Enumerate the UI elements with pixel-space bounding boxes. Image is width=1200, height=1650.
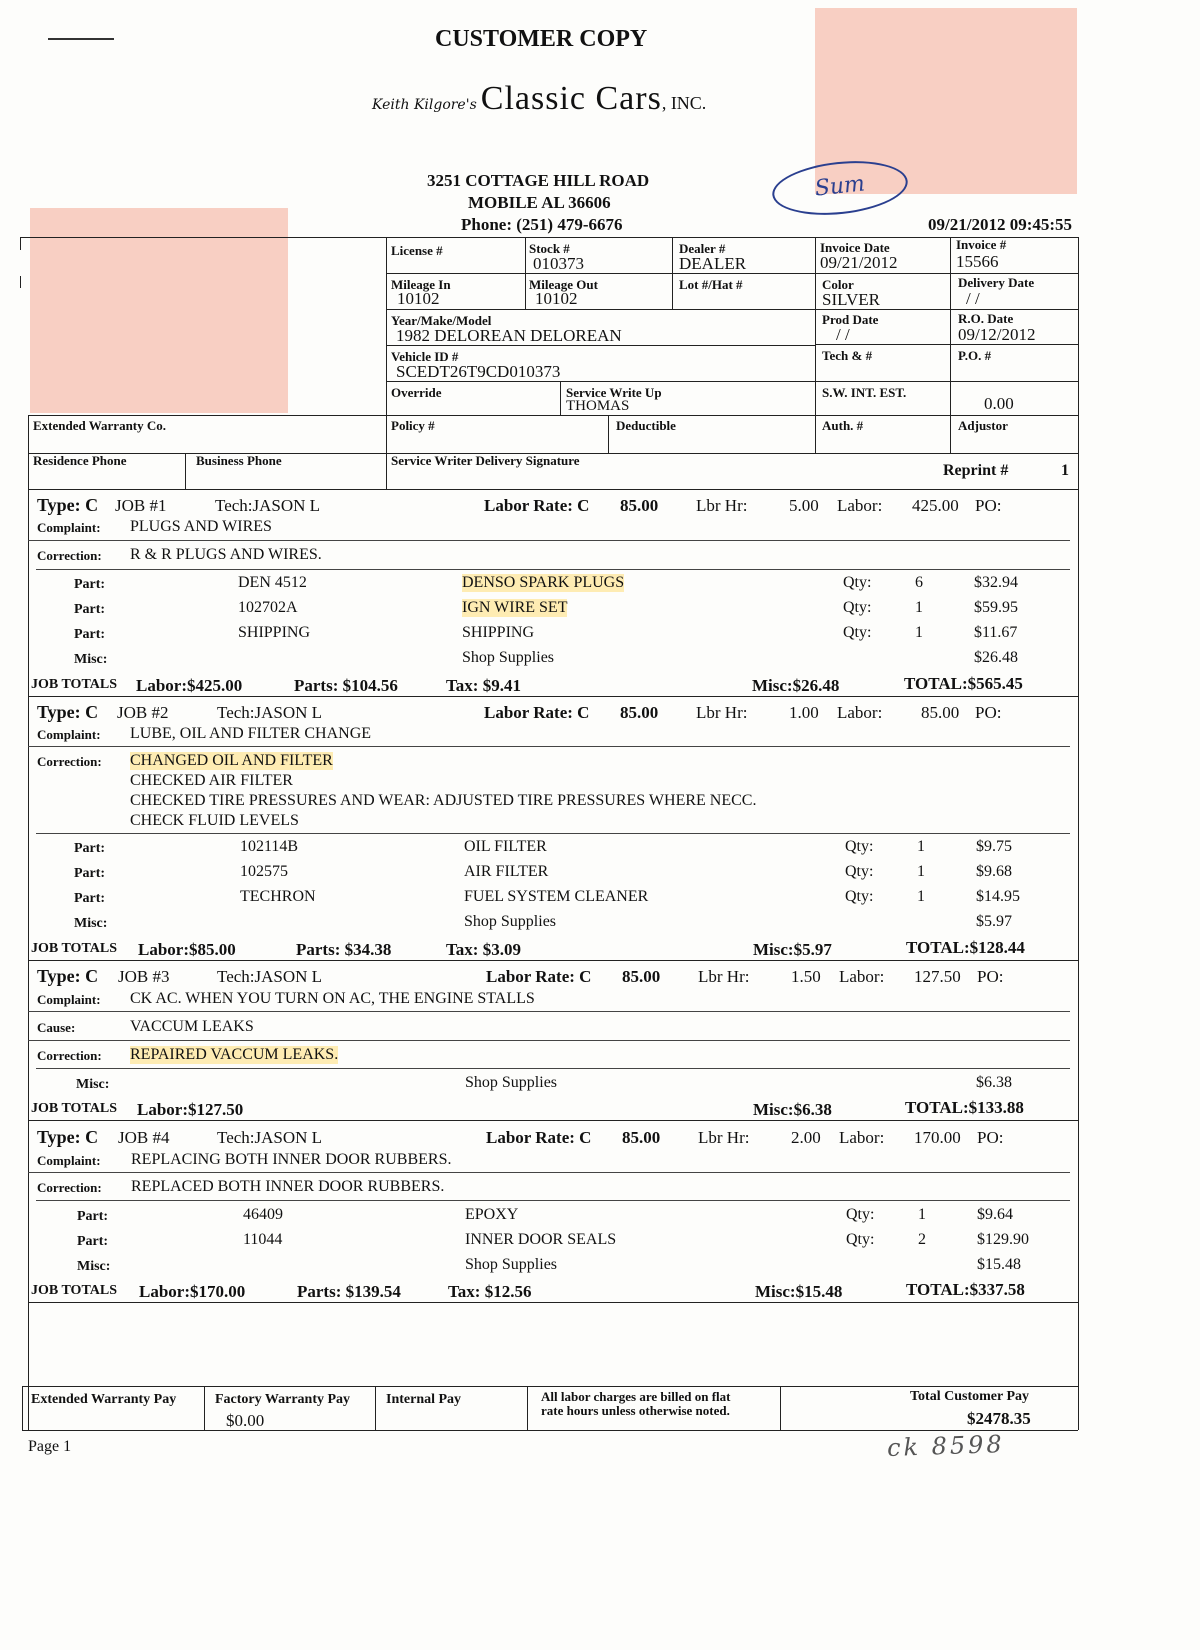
- job-po-label: PO:: [977, 967, 1004, 986]
- dealer-label: Dealer #: [679, 241, 726, 256]
- qty-label: Qty:: [846, 1231, 875, 1248]
- job-tech: Tech:JASON L: [217, 703, 323, 722]
- address-line-2: MOBILE AL 36606: [468, 193, 611, 212]
- factory-warranty-pay-label: Factory Warranty Pay: [215, 1392, 351, 1407]
- logo-suffix: , INC.: [661, 93, 707, 113]
- labor-hours-label: Lbr Hr:: [698, 967, 750, 986]
- part-description: OIL FILTER: [464, 838, 547, 855]
- page-number: Page 1: [28, 1438, 72, 1455]
- labor-hours-label: Lbr Hr:: [696, 496, 748, 515]
- grid-left-3: [28, 415, 29, 1430]
- mileage-in-value: 10102: [397, 289, 440, 308]
- footer-sep: [780, 1386, 781, 1430]
- grid-left-2: [20, 276, 21, 288]
- mileage-out-value: 10102: [535, 289, 578, 308]
- part-price: $14.95: [976, 888, 1020, 905]
- correction-line: CHECKED AIR FILTER: [130, 772, 293, 789]
- job-number: JOB #1: [115, 496, 167, 515]
- tech-label: Tech & #: [822, 348, 873, 363]
- part-description: FUEL SYSTEM CLEANER: [464, 888, 649, 905]
- business-phone-label: Business Phone: [196, 453, 282, 468]
- correction-label: Correction:: [37, 1180, 102, 1195]
- grid-sep-7: [608, 415, 609, 453]
- job-type: Type: C: [37, 495, 99, 515]
- misc-price: $5.97: [976, 913, 1012, 930]
- job-tech: Tech:JASON L: [217, 967, 323, 986]
- grid-sep-1: [386, 237, 387, 489]
- misc-label: Misc:: [74, 652, 108, 667]
- divider: [28, 746, 1070, 747]
- misc-description: Shop Supplies: [464, 913, 557, 930]
- divider: [36, 1068, 1070, 1069]
- total-misc: Misc:$5.97: [753, 940, 832, 959]
- divider: [28, 1172, 1070, 1173]
- color-value: SILVER: [822, 290, 880, 309]
- deductible-label: Deductible: [616, 418, 676, 433]
- ro-date-value: 09/12/2012: [958, 325, 1036, 344]
- vehicle-id-value: SCEDT26T9CD010373: [396, 362, 561, 381]
- extended-warranty-pay-label: Extended Warranty Pay: [31, 1392, 177, 1407]
- job-tech: Tech:JASON L: [217, 1128, 323, 1147]
- grid-row-7: [28, 489, 1078, 490]
- reprint-label: Reprint #: [943, 462, 1009, 479]
- labor-hours-value: 5.00: [789, 496, 819, 515]
- color-label: Color: [822, 277, 854, 292]
- mileage-in-label: Mileage In: [391, 277, 451, 292]
- residence-phone-label: Residence Phone: [33, 453, 127, 468]
- prod-date-value: / /: [836, 325, 850, 344]
- address-line-1: 3251 COTTAGE HILL ROAD: [427, 171, 650, 190]
- qty-label: Qty:: [845, 888, 874, 905]
- misc-price: $26.48: [974, 649, 1018, 666]
- misc-description: Shop Supplies: [465, 1256, 558, 1273]
- misc-price: $15.48: [977, 1256, 1021, 1273]
- correction-text: R & R PLUGS AND WIRES.: [130, 546, 322, 563]
- part-label: Part:: [74, 577, 106, 592]
- grid-sep-8: [185, 453, 186, 489]
- qty-label: Qty:: [845, 863, 874, 880]
- labor-rate-value: 85.00: [622, 967, 661, 986]
- service-writeup-value: THOMAS: [566, 398, 630, 414]
- policy-label: Policy #: [391, 418, 435, 433]
- misc-label: Misc:: [77, 1259, 111, 1274]
- footer-sep: [204, 1386, 205, 1430]
- qty-label: Qty:: [843, 599, 872, 616]
- labor-hours-label: Lbr Hr:: [696, 703, 748, 722]
- qty-label: Qty:: [845, 838, 874, 855]
- cause-text: VACCUM LEAKS: [130, 1018, 254, 1035]
- copy-title: CUSTOMER COPY: [435, 26, 648, 52]
- total-labor: Labor:$85.00: [138, 940, 236, 959]
- part-number: 102702A: [238, 599, 298, 616]
- total-customer-pay-label: Total Customer Pay: [910, 1389, 1029, 1404]
- total-misc: Misc:$6.38: [753, 1100, 832, 1119]
- logo-main: Classic Cars: [480, 80, 662, 117]
- job-divider: [28, 960, 1078, 961]
- sw-int-est-label: S.W. INT. EST.: [822, 385, 907, 400]
- footer-sep: [527, 1386, 528, 1430]
- delivery-date-label: Delivery Date: [958, 275, 1035, 290]
- complaint-text: LUBE, OIL AND FILTER CHANGE: [130, 725, 372, 742]
- job-divider: [28, 696, 1078, 697]
- total-parts: Parts: $104.56: [294, 676, 398, 695]
- flat-rate-note: All labor charges are billed on flat rate hours unless otherwise noted.: [541, 1389, 731, 1418]
- footer-sep: [22, 1386, 23, 1430]
- correction-label: Correction:: [37, 754, 102, 769]
- footer-sep: [375, 1386, 376, 1430]
- correction-line: CHANGED OIL AND FILTER: [130, 752, 333, 769]
- correction-text: REPAIRED VACCUM LEAKS.: [130, 1046, 339, 1063]
- handwritten-code: ck 8598: [886, 1429, 1006, 1463]
- labor-value: 127.50: [914, 967, 961, 986]
- job-po-label: PO:: [977, 1128, 1004, 1147]
- complaint-text: PLUGS AND WIRES: [130, 518, 272, 535]
- job-type: Type: C: [37, 1127, 99, 1147]
- job-totals-label: JOB TOTALS: [31, 1101, 117, 1116]
- correction-label: Correction:: [37, 548, 102, 563]
- job-type: Type: C: [37, 702, 99, 722]
- dealer-phone: Phone: (251) 479-6676: [461, 215, 623, 234]
- redaction-block-left: [30, 208, 288, 413]
- correction-label: Correction:: [37, 1048, 102, 1063]
- labor-hours-label: Lbr Hr:: [698, 1128, 750, 1147]
- footer-bottom-line: [22, 1430, 1078, 1431]
- invoice-date-label: Invoice Date: [820, 240, 890, 255]
- job-divider: [28, 1120, 1078, 1121]
- correction-text: REPLACED BOTH INNER DOOR RUBBERS.: [131, 1178, 445, 1195]
- divider: [36, 833, 1070, 834]
- job-number: JOB #4: [118, 1128, 170, 1147]
- total-tax: Tax: $12.56: [448, 1282, 532, 1301]
- correction-line: CHECK FLUID LEVELS: [130, 812, 299, 829]
- footer-top-line: [22, 1386, 1078, 1387]
- job-totals-label: JOB TOTALS: [31, 677, 117, 692]
- total-parts: Parts: $139.54: [297, 1282, 401, 1301]
- year-make-model-label: Year/Make/Model: [391, 313, 492, 328]
- part-price: $32.94: [974, 574, 1018, 591]
- part-qty: 1: [915, 599, 923, 616]
- labor-value: 170.00: [914, 1128, 961, 1147]
- part-price: $9.68: [976, 863, 1012, 880]
- divider: [28, 1011, 1070, 1012]
- part-number: DEN 4512: [238, 574, 307, 591]
- labor-rate-label: Labor Rate: C: [486, 967, 592, 986]
- job-totals-label: JOB TOTALS: [31, 1283, 117, 1298]
- labor-hours-value: 1.00: [789, 703, 819, 722]
- complaint-text: REPLACING BOTH INNER DOOR RUBBERS.: [131, 1151, 452, 1168]
- qty-label: Qty:: [843, 574, 872, 591]
- labor-label: Labor:: [837, 496, 883, 515]
- part-number: 102575: [240, 863, 288, 880]
- job-total: TOTAL:$128.44: [906, 938, 1025, 957]
- part-label: Part:: [74, 627, 106, 642]
- part-description: AIR FILTER: [464, 863, 549, 880]
- part-price: $9.64: [977, 1206, 1013, 1223]
- misc-label: Misc:: [74, 916, 108, 931]
- part-number: 11044: [243, 1231, 283, 1248]
- part-qty: 2: [918, 1231, 926, 1248]
- invoice-number-label: Invoice #: [956, 237, 1007, 252]
- part-price: $9.75: [976, 838, 1012, 855]
- year-make-model-value: 1982 DELOREAN DELOREAN: [396, 326, 622, 345]
- dealer-logo: [372, 80, 706, 118]
- total-tax: Tax: $3.09: [446, 940, 521, 959]
- mileage-out-label: Mileage Out: [529, 277, 598, 292]
- stock-label: Stock #: [529, 241, 570, 256]
- total-misc: Misc:$26.48: [752, 676, 840, 695]
- part-label: Part:: [74, 891, 106, 906]
- labor-label: Labor:: [837, 703, 883, 722]
- part-price: $59.95: [974, 599, 1018, 616]
- po-number-label: P.O. #: [958, 348, 992, 363]
- grid-row-5: [28, 415, 1078, 416]
- dealer-value: DEALER: [679, 254, 747, 273]
- job-po-label: PO:: [975, 496, 1002, 515]
- divider: [28, 1040, 1070, 1041]
- labor-rate-label: Labor Rate: C: [486, 1128, 592, 1147]
- grid-sep-4: [815, 237, 816, 453]
- part-price: $129.90: [977, 1231, 1029, 1248]
- labor-rate-value: 85.00: [620, 496, 659, 515]
- cause-label: Cause:: [37, 1020, 76, 1035]
- part-label: Part:: [77, 1234, 109, 1249]
- part-label: Part:: [74, 602, 106, 617]
- job-type: Type: C: [37, 966, 99, 986]
- print-datetime: 09/21/2012 09:45:55: [928, 215, 1073, 234]
- extended-warranty-co-label: Extended Warranty Co.: [33, 418, 167, 433]
- part-qty: 6: [915, 574, 923, 591]
- job-totals-label: JOB TOTALS: [31, 941, 117, 956]
- labor-value: 425.00: [912, 496, 959, 515]
- divider: [36, 1200, 1070, 1201]
- misc-label: Misc:: [76, 1077, 110, 1092]
- part-description: INNER DOOR SEALS: [465, 1231, 617, 1248]
- part-qty: 1: [915, 624, 923, 641]
- correction-line: CHECKED TIRE PRESSURES AND WEAR: ADJUSTED TIRE PRESSURES WHERE NECC.: [130, 792, 757, 809]
- job-tech: Tech:JASON L: [215, 496, 321, 515]
- job-po-label: PO:: [975, 703, 1002, 722]
- total-labor: Labor:$425.00: [136, 676, 243, 695]
- adjustor-label: Adjustor: [958, 418, 1008, 433]
- grid-left: [20, 237, 21, 250]
- handwritten-stamp-text: Sum: [813, 171, 867, 202]
- part-number: 46409: [243, 1206, 283, 1223]
- complaint-label: Complaint:: [37, 992, 101, 1007]
- complaint-label: Complaint:: [37, 727, 101, 742]
- prod-date-label: Prod Date: [822, 312, 879, 327]
- stock-value: 010373: [533, 254, 584, 273]
- part-label: Part:: [74, 841, 106, 856]
- delivery-date-value: / /: [966, 289, 980, 308]
- labor-hours-value: 1.50: [791, 967, 821, 986]
- invoice-number-value: 15566: [956, 252, 999, 271]
- service-writeup-label: Service Write Up: [566, 385, 662, 400]
- divider: [36, 569, 1070, 570]
- part-qty: 1: [917, 838, 925, 855]
- internal-pay-label: Internal Pay: [386, 1392, 462, 1407]
- part-qty: 1: [918, 1206, 926, 1223]
- grid-right: [1078, 237, 1079, 1430]
- license-label: License #: [391, 243, 443, 258]
- complaint-label: Complaint:: [37, 520, 101, 535]
- part-qty: 1: [917, 863, 925, 880]
- part-number: 102114B: [240, 838, 299, 855]
- misc-price: $6.38: [976, 1074, 1012, 1091]
- part-description: SHIPPING: [462, 624, 535, 641]
- grid-top: [20, 237, 1078, 238]
- total-tax: Tax: $9.41: [446, 676, 521, 695]
- part-description: DENSO SPARK PLUGS: [462, 574, 625, 591]
- grid-sep-6: [560, 381, 561, 415]
- job-total: TOTAL:$133.88: [905, 1098, 1024, 1117]
- vehicle-id-label: Vehicle ID #: [391, 349, 459, 364]
- job-total: TOTAL:$565.45: [904, 674, 1023, 693]
- logo-script: Keith Kilgore's: [372, 97, 477, 113]
- labor-label: Labor:: [839, 967, 885, 986]
- ro-date-label: R.O. Date: [958, 311, 1014, 326]
- labor-rate-label: Labor Rate: C: [484, 703, 590, 722]
- labor-value: 85.00: [921, 703, 960, 722]
- complaint-text: CK AC. WHEN YOU TURN ON AC, THE ENGINE STALLS: [130, 990, 535, 1007]
- labor-rate-label: Labor Rate: C: [484, 496, 590, 515]
- job-number: JOB #2: [117, 703, 169, 722]
- part-qty: 1: [917, 888, 925, 905]
- part-number: TECHRON: [240, 888, 316, 905]
- total-customer-pay-value: $2478.35: [967, 1409, 1031, 1428]
- job-total: TOTAL:$337.58: [906, 1280, 1025, 1299]
- job-number: JOB #3: [118, 967, 170, 986]
- total-parts: Parts: $34.38: [296, 940, 392, 959]
- invoice-date-value: 09/21/2012: [820, 253, 898, 272]
- reprint-value: 1: [1061, 462, 1069, 479]
- lot-hat-label: Lot #/Hat #: [679, 277, 743, 292]
- grid-row-2: [386, 309, 1078, 310]
- handwritten-stamp: [770, 155, 911, 221]
- labor-rate-value: 85.00: [620, 703, 659, 722]
- part-price: $11.67: [974, 624, 1018, 641]
- grid-row-3: [815, 344, 1078, 345]
- part-number: SHIPPING: [238, 624, 311, 641]
- divider: [28, 540, 1070, 541]
- grid-sep-5: [950, 237, 951, 453]
- total-misc: Misc:$15.48: [755, 1282, 843, 1301]
- part-label: Part:: [74, 866, 106, 881]
- factory-warranty-pay-value: $0.00: [226, 1411, 265, 1430]
- auth-label: Auth. #: [822, 418, 864, 433]
- total-labor: Labor:$170.00: [139, 1282, 246, 1301]
- sw-int-est-value: 0.00: [984, 394, 1014, 413]
- part-label: Part:: [77, 1209, 109, 1224]
- qty-label: Qty:: [843, 624, 872, 641]
- labor-label: Labor:: [839, 1128, 885, 1147]
- labor-hours-value: 2.00: [791, 1128, 821, 1147]
- labor-rate-value: 85.00: [622, 1128, 661, 1147]
- qty-label: Qty:: [846, 1206, 875, 1223]
- job-divider: [28, 1302, 1078, 1303]
- part-description: EPOXY: [465, 1206, 519, 1223]
- scan-mark: [48, 38, 114, 40]
- misc-description: Shop Supplies: [465, 1074, 558, 1091]
- misc-description: Shop Supplies: [462, 649, 555, 666]
- total-labor: Labor:$127.50: [137, 1100, 244, 1119]
- service-writer-signature-label: Service Writer Delivery Signature: [391, 453, 580, 468]
- complaint-label: Complaint:: [37, 1153, 101, 1168]
- part-description: IGN WIRE SET: [462, 599, 568, 616]
- override-label: Override: [391, 385, 442, 400]
